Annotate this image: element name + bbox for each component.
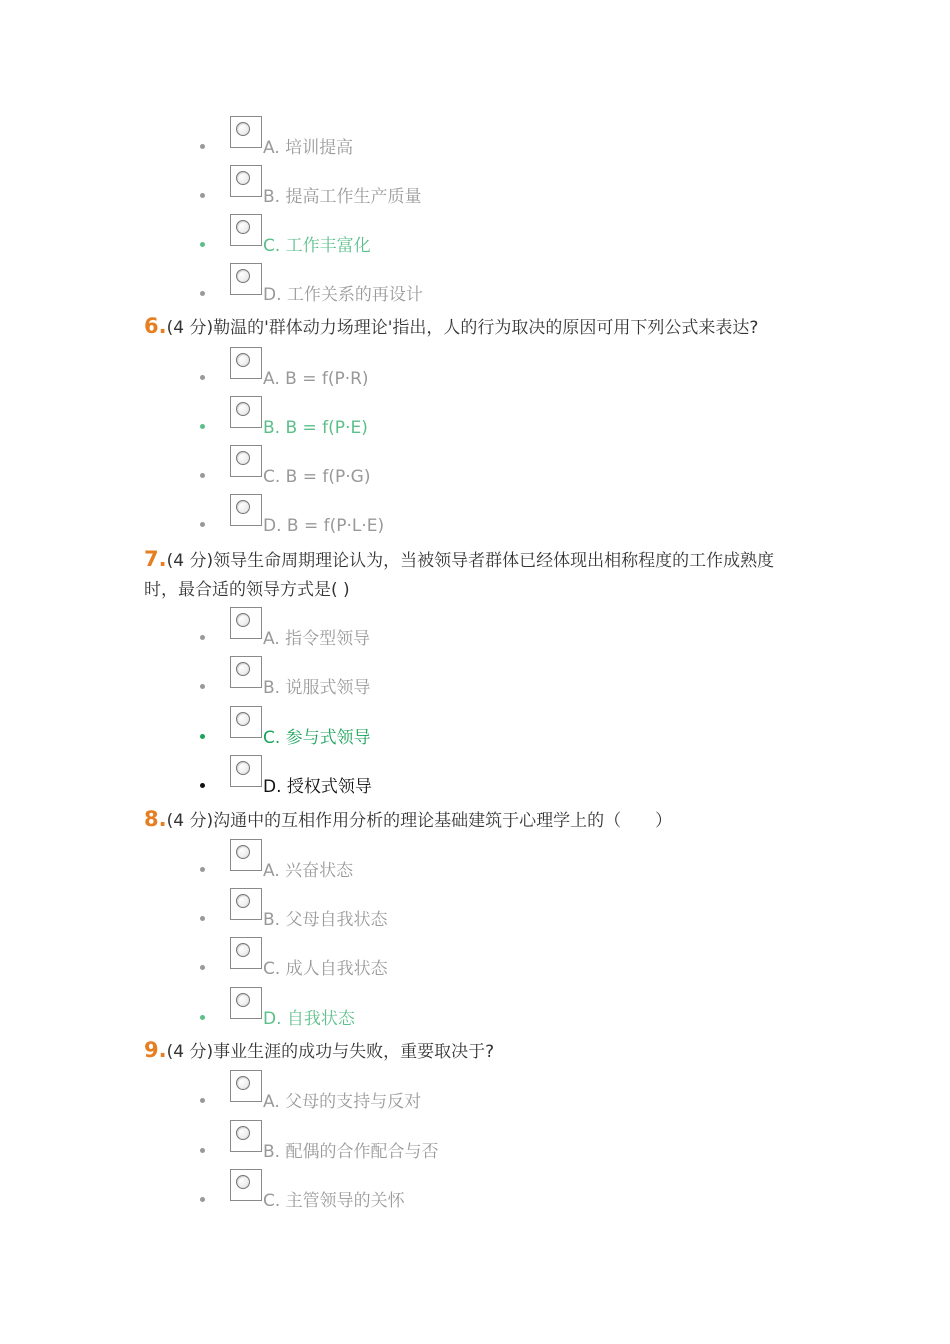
option-q8-c[interactable]	[200, 937, 800, 987]
question-8	[144, 805, 804, 836]
question-number: 8.	[144, 807, 167, 831]
list-bullet	[200, 473, 205, 478]
list-bullet	[200, 916, 205, 921]
list-bullet	[200, 424, 205, 429]
option-q9-a[interactable]	[200, 1070, 800, 1120]
radio-icon[interactable]	[236, 894, 250, 908]
radio-box[interactable]	[230, 165, 262, 197]
radio-box[interactable]	[230, 494, 262, 526]
radio-box[interactable]	[230, 445, 262, 477]
option-q6-d[interactable]	[200, 494, 800, 544]
option-label: D. 自我状态	[263, 1009, 355, 1029]
option-label: B. 提高工作生产质量	[263, 187, 422, 207]
option-q5-b[interactable]	[200, 165, 800, 215]
option-label: C. 主管领导的关怀	[263, 1191, 405, 1211]
question-text: (4 分)沟通中的互相作用分析的理论基础建筑于心理学上的（ ）	[166, 811, 673, 831]
option-label: D. 授权式领导	[263, 777, 372, 797]
option-q6-c[interactable]	[200, 445, 800, 495]
radio-icon[interactable]	[236, 993, 250, 1007]
radio-icon[interactable]	[236, 712, 250, 726]
list-bullet	[200, 1148, 205, 1153]
radio-icon[interactable]	[236, 613, 250, 627]
option-label: A. B = f(P·R)	[263, 369, 369, 389]
option-q6-a[interactable]	[200, 347, 800, 397]
option-q6-b[interactable]	[200, 396, 800, 446]
option-q7-d[interactable]	[200, 755, 800, 805]
question-9	[144, 1036, 804, 1067]
list-bullet	[200, 1015, 205, 1020]
radio-icon[interactable]	[236, 500, 250, 514]
radio-box[interactable]	[230, 987, 262, 1019]
radio-box[interactable]	[230, 656, 262, 688]
radio-icon[interactable]	[236, 220, 250, 234]
radio-icon[interactable]	[236, 662, 250, 676]
list-bullet	[200, 783, 205, 788]
list-bullet	[200, 867, 205, 872]
radio-icon[interactable]	[236, 171, 250, 185]
option-q7-c[interactable]	[200, 706, 800, 756]
list-bullet	[200, 734, 205, 739]
option-label: D. B = f(P·L·E)	[263, 516, 385, 536]
list-bullet	[200, 522, 205, 527]
option-q5-a[interactable]	[200, 116, 800, 166]
option-label: C. 成人自我状态	[263, 959, 388, 979]
question-number: 9.	[144, 1038, 167, 1062]
list-bullet	[200, 635, 205, 640]
list-bullet	[200, 242, 205, 247]
option-label: B. 父母自我状态	[263, 910, 388, 930]
option-q9-b[interactable]	[200, 1120, 800, 1170]
option-label: A. 兴奋状态	[263, 861, 354, 881]
option-q7-b[interactable]	[200, 656, 800, 706]
radio-box[interactable]	[230, 839, 262, 871]
radio-icon[interactable]	[236, 1076, 250, 1090]
question-number: 6.	[144, 314, 167, 338]
option-q8-b[interactable]	[200, 888, 800, 938]
option-label: C. 参与式领导	[263, 728, 371, 748]
radio-icon[interactable]	[236, 122, 250, 136]
option-label: B. B = f(P·E)	[263, 418, 368, 438]
list-bullet	[200, 144, 205, 149]
option-label: D. 工作关系的再设计	[263, 285, 423, 305]
question-number: 7.	[144, 547, 167, 571]
radio-icon[interactable]	[236, 402, 250, 416]
option-label: A. 指令型领导	[263, 629, 371, 649]
option-q5-d[interactable]	[200, 263, 800, 313]
option-q5-c[interactable]	[200, 214, 800, 264]
list-bullet	[200, 1197, 205, 1202]
option-q8-d[interactable]	[200, 987, 800, 1037]
radio-box[interactable]	[230, 263, 262, 295]
option-label: A. 父母的支持与反对	[263, 1092, 422, 1112]
radio-icon[interactable]	[236, 1175, 250, 1189]
radio-box[interactable]	[230, 214, 262, 246]
option-label: C. B = f(P·G)	[263, 467, 371, 487]
radio-box[interactable]	[230, 1120, 262, 1152]
option-label: B. 说服式领导	[263, 678, 371, 698]
option-q8-a[interactable]	[200, 839, 800, 889]
list-bullet	[200, 1098, 205, 1103]
radio-box[interactable]	[230, 1070, 262, 1102]
radio-icon[interactable]	[236, 353, 250, 367]
list-bullet	[200, 375, 205, 380]
radio-box[interactable]	[230, 116, 262, 148]
question-7	[144, 545, 804, 605]
radio-icon[interactable]	[236, 761, 250, 775]
question-text: (4 分)勒温的'群体动力场理论'指出，人的行为取决的原因可用下列公式来表达?	[166, 318, 759, 338]
radio-icon[interactable]	[236, 943, 250, 957]
question-text: (4 分)领导生命周期理论认为，当被领导者群体已经体现出相称程度的工作成熟度时，最合适的领导方式是( )	[144, 551, 775, 600]
option-label: C. 工作丰富化	[263, 236, 371, 256]
radio-box[interactable]	[230, 347, 262, 379]
list-bullet	[200, 193, 205, 198]
option-q7-a[interactable]	[200, 607, 800, 657]
radio-box[interactable]	[230, 1169, 262, 1201]
radio-icon[interactable]	[236, 269, 250, 283]
option-q9-c[interactable]	[200, 1169, 800, 1219]
option-label: B. 配偶的合作配合与否	[263, 1142, 439, 1162]
radio-box[interactable]	[230, 937, 262, 969]
radio-box[interactable]	[230, 888, 262, 920]
radio-icon[interactable]	[236, 451, 250, 465]
list-bullet	[200, 291, 205, 296]
radio-box[interactable]	[230, 607, 262, 639]
list-bullet	[200, 965, 205, 970]
radio-box[interactable]	[230, 755, 262, 787]
question-text: (4 分)事业生涯的成功与失败，重要取决于?	[166, 1042, 495, 1062]
option-label: A. 培训提高	[263, 138, 354, 158]
radio-box[interactable]	[230, 706, 262, 738]
radio-icon[interactable]	[236, 1126, 250, 1140]
question-6	[144, 312, 804, 343]
radio-icon[interactable]	[236, 845, 250, 859]
list-bullet	[200, 684, 205, 689]
radio-box[interactable]	[230, 396, 262, 428]
